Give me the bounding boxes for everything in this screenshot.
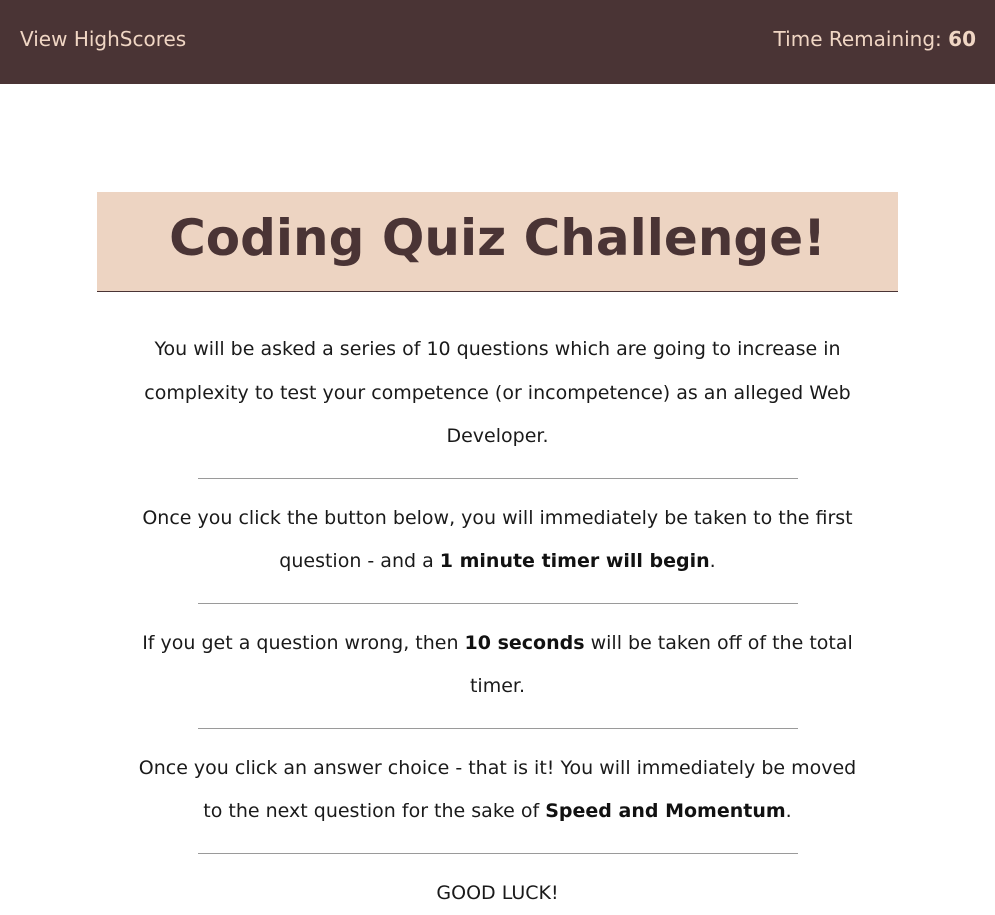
divider — [198, 853, 798, 854]
title-banner — [97, 192, 898, 292]
instruction-emphasis: Speed and Momentum — [545, 800, 785, 822]
top-bar — [0, 0, 995, 84]
divider — [198, 478, 798, 479]
instruction-paragraph-4 — [134, 747, 861, 834]
instruction-text: . — [710, 550, 716, 572]
instruction-text: . — [786, 800, 792, 822]
divider — [198, 603, 798, 604]
page-title: Coding Quiz Challenge! — [97, 192, 898, 270]
view-highscores-link[interactable]: View HighScores — [20, 26, 186, 52]
instructions — [134, 328, 861, 915]
instruction-emphasis: 1 minute timer will begin — [440, 550, 710, 572]
instruction-paragraph-1: You will be asked a series of 10 questions which are going to increase in complexity to test your competence (or incompetence) as an alleged Web Developer. — [134, 328, 861, 459]
timer-display — [774, 26, 976, 52]
instruction-text: will be taken off of the total timer. — [470, 632, 853, 698]
instruction-paragraph-3 — [134, 622, 861, 709]
instruction-text: If you get a question wrong, then — [142, 632, 464, 654]
instruction-emphasis: 10 seconds — [465, 632, 585, 654]
divider — [198, 728, 798, 729]
timer-label: Time Remaining: — [774, 27, 942, 51]
instruction-text: Once you click the button below, you will immediately be taken to the first question - and a — [142, 507, 852, 573]
instruction-text: Once you click an answer choice - that is it! You will immediately be moved to the next question for the sake of — [139, 757, 856, 823]
good-luck-text: GOOD LUCK! — [134, 872, 861, 915]
timer-value: 60 — [948, 27, 976, 51]
instruction-paragraph-2 — [134, 497, 861, 584]
